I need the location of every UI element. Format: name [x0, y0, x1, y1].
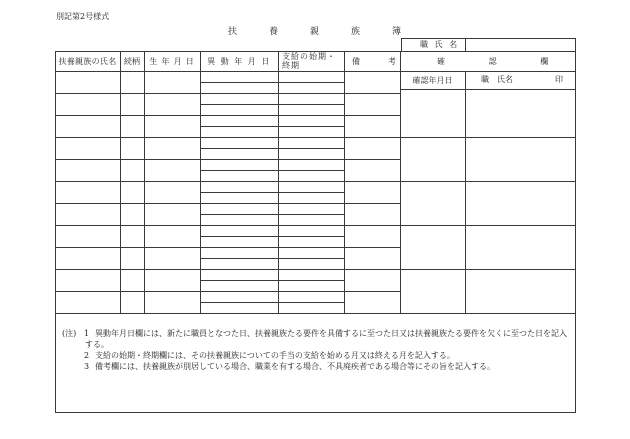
birth-date-cell [144, 115, 201, 138]
table-row [55, 203, 401, 225]
relationship-cell [120, 225, 145, 248]
header-dependent-name [55, 51, 121, 72]
payment-period-cell [278, 302, 345, 314]
relationship-cell [120, 269, 145, 292]
header-birth-date-label: 生 年 月 日 [149, 56, 195, 66]
notes-section [56, 314, 574, 411]
relationship-cell [120, 115, 145, 138]
note-item-text: 支給の始期・終期欄には、その扶養親族についての手当の支給を始める月又は終える月を記入する。 [95, 351, 455, 360]
dependent-name-cell [55, 137, 121, 160]
dependent-name-cell [55, 159, 121, 182]
table-row [55, 225, 401, 247]
relationship-cell [120, 203, 145, 226]
table-row [55, 93, 401, 115]
birth-date-cell [144, 269, 201, 292]
birth-date-cell [144, 71, 201, 94]
relationship-cell [120, 137, 145, 160]
birth-date-cell [144, 225, 201, 248]
table-row [55, 247, 401, 269]
header-dependent-name-label: 扶養親族の氏名 [58, 56, 117, 66]
confirmation-row [400, 269, 576, 313]
table-row [55, 181, 401, 203]
confirmation-officer-seal-cell [465, 269, 576, 314]
confirmation-date-cell [400, 89, 466, 138]
remarks-cell [344, 115, 401, 138]
table-row [55, 291, 401, 313]
birth-date-cell [144, 93, 201, 116]
note-item-number: 2 [84, 351, 90, 360]
note-item-1 [56, 329, 574, 351]
relationship-cell [120, 291, 145, 314]
header-remarks [344, 51, 401, 72]
dependent-name-cell [55, 93, 121, 116]
table-row [55, 71, 401, 93]
confirmation-row [400, 225, 576, 269]
officer-name-label: 職 氏 名 [420, 40, 460, 49]
note-item-number: 1 [84, 329, 90, 338]
confirmation-row [400, 137, 576, 181]
birth-date-cell [144, 203, 201, 226]
officer-name-label-cell [401, 38, 466, 52]
birth-date-cell [144, 137, 201, 160]
header-relationship [120, 51, 145, 72]
dependent-name-cell [55, 181, 121, 204]
confirmation-date-cell [400, 137, 466, 182]
note-prefix: (注) [62, 329, 77, 338]
remarks-cell [344, 203, 401, 226]
dependent-name-cell [55, 291, 121, 314]
relationship-cell [120, 159, 145, 182]
note-item-3 [56, 362, 574, 384]
header-change-date-label: 異 動 年 月 日 [207, 56, 271, 66]
header-payment-period-line-1: 支給の始期・ [282, 52, 336, 61]
dependent-name-cell [55, 269, 121, 292]
header-payment-period-line-2: 終期 [282, 61, 300, 70]
seal-label: 印 [555, 75, 563, 84]
note-item-text-continued: する。 [85, 340, 109, 349]
dependent-name-cell [55, 203, 121, 226]
note-item-text: 備考欄には、扶養親族が別居している場合、職業を有する場合、不具廃疾者である場合等にその旨を記入する。 [95, 362, 495, 371]
remarks-cell [344, 269, 401, 292]
table-row [55, 115, 401, 137]
birth-date-cell [144, 159, 201, 182]
confirmation-date-cell [400, 181, 466, 226]
table-row [55, 269, 401, 291]
form-number: 別記第2号様式 [56, 12, 110, 21]
page-title: 扶 養 親 族 簿 [228, 27, 413, 37]
remarks-cell [344, 159, 401, 182]
table-row [55, 159, 401, 181]
subheader-officer-name-label: 職 氏名 [481, 75, 513, 84]
remarks-cell [344, 247, 401, 270]
dependent-name-cell [55, 247, 121, 270]
confirmation-date-cell [400, 269, 466, 314]
remarks-cell [344, 291, 401, 314]
confirmation-officer-seal-cell [465, 89, 576, 138]
relationship-cell [120, 247, 145, 270]
birth-date-cell [144, 181, 201, 204]
header-birth-date [144, 51, 201, 72]
remarks-cell [344, 93, 401, 116]
remarks-cell [344, 225, 401, 248]
confirmation-officer-seal-cell [465, 137, 576, 182]
header-confirmation-label: 確 認 欄 [437, 56, 558, 66]
officer-name-value-cell [465, 38, 576, 52]
remarks-cell [344, 181, 401, 204]
confirmation-row [400, 89, 576, 137]
confirmation-officer-seal-cell [465, 181, 576, 226]
confirmation-officer-seal-cell [465, 225, 576, 270]
change-date-cell [200, 302, 279, 314]
remarks-cell [344, 137, 401, 160]
confirmation-row [400, 181, 576, 225]
note-item-text: 異動年月日欄には、新たに職員となつた日、扶養親族たる要件を具備するに至つた日又は扶養親族たる要件を欠くに至つた日を記入 [95, 329, 567, 338]
relationship-cell [120, 93, 145, 116]
dependent-name-cell [55, 71, 121, 94]
header-confirmation [400, 51, 576, 72]
subheader-officer-seal [465, 71, 576, 90]
birth-date-cell [144, 247, 201, 270]
dependent-name-cell [55, 115, 121, 138]
header-payment-period [278, 51, 345, 72]
header-change-date [200, 51, 279, 72]
table-row [55, 137, 401, 159]
header-remarks-label: 備 考 [352, 56, 400, 66]
subheader-confirmation-date [400, 71, 466, 90]
subheader-confirmation-date-label: 確認年月日 [412, 75, 453, 85]
relationship-cell [120, 181, 145, 204]
relationship-cell [120, 71, 145, 94]
header-relationship-label: 続柄 [124, 56, 140, 66]
note-item-number: 3 [84, 362, 90, 371]
remarks-cell [344, 71, 401, 94]
birth-date-cell [144, 291, 201, 314]
dependent-name-cell [55, 225, 121, 248]
confirmation-date-cell [400, 225, 466, 270]
